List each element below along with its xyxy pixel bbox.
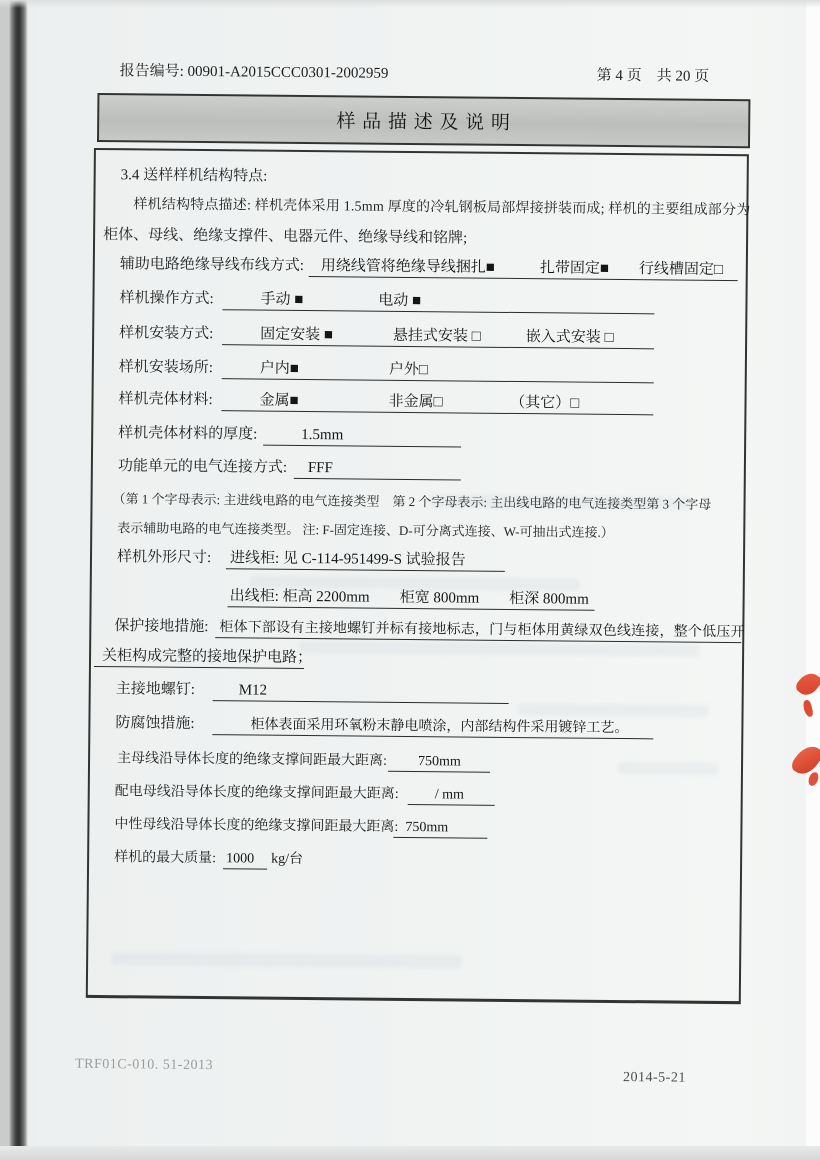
- earthing-screw-label: 主接地螺钉:: [115, 681, 195, 698]
- connection-type-value: FFF: [294, 458, 461, 481]
- earthing-value-line2: 关柜构成完整的接地保护电路；: [94, 646, 304, 669]
- wiring-method-label: 辅助电路绝缘导线布线方式:: [119, 256, 305, 274]
- main-busbar-label: 主母线沿导体长度的绝缘支撑间距最大距离:: [117, 751, 388, 769]
- distribution-busbar-value: / mm: [408, 784, 495, 806]
- enclosure-material-label: 样机壳体材料:: [118, 391, 213, 409]
- neutral-busbar-value: 750mm: [393, 817, 487, 839]
- earthing-screw-value: M12: [213, 680, 509, 704]
- operation-mode-value: 手动 ■ 电动 ■: [222, 289, 654, 314]
- earthing-value-line1: 柜体下部设有主接地螺钉并标有接地标志，门与柜体用黄绿双色线连接，整个低压开: [215, 617, 741, 643]
- max-mass-unit: kg/台: [271, 851, 304, 867]
- scan-bottom-edge: [0, 1146, 820, 1160]
- anticorrosion-label: 防腐蚀措施:: [115, 715, 195, 732]
- main-busbar-value: 750mm: [388, 751, 490, 773]
- dimensions-inlet-cabinet: 进线柜: 见 C-114-951499-S 试验报告: [226, 548, 505, 572]
- operation-mode-label: 样机操作方式:: [119, 290, 214, 308]
- wiring-method-value: 用绕线管将绝缘导线捆扎■ 扎带固定■ 行线槽固定□: [309, 256, 738, 281]
- report-number: 报告编号: 00901-A2015CCC0301-2002959: [119, 63, 389, 82]
- mounting-type-value: 固定安装 ■ 悬挂式安装 □ 嵌入式安装 □: [222, 324, 654, 349]
- structure-description-line2: 柜体、母线、绝缘支撑件、电器元件、绝缘导线和铭牌;: [103, 227, 468, 247]
- form-number: TRF01C-010. 51-2013: [75, 1056, 214, 1074]
- bleed-through-ghost: [618, 762, 718, 775]
- bleed-through-ghost: [431, 494, 691, 509]
- installation-site-value: 户内■ 户外□: [222, 358, 654, 383]
- enclosure-material-value: 金属■ 非金属□ （其它）□: [221, 390, 653, 415]
- material-thickness-value: 1.5mm: [263, 425, 461, 448]
- distribution-busbar-label: 配电母线沿导体长度的绝缘支撑间距最大距离:: [114, 784, 399, 802]
- earthing-label: 保护接地措施:: [114, 618, 209, 636]
- clause-heading: 3.4 送样样机结构特点:: [120, 167, 268, 185]
- max-mass-value: 1000: [223, 848, 267, 869]
- anticorrosion-value: 柜体表面采用环氧粉末静电喷涂，内部结构件采用镀锌工艺。: [212, 714, 653, 739]
- connection-type-label: 功能单元的电气连接方式:: [117, 458, 288, 476]
- installation-site-label: 样机安装场所:: [118, 359, 214, 377]
- neutral-busbar-label: 中性母线沿导体长度的绝缘支撑间距最大距离:: [114, 817, 399, 835]
- material-thickness-label: 样机壳体材料的厚度:: [118, 425, 258, 443]
- mounting-type-label: 样机安装方式:: [119, 325, 214, 343]
- bleed-through-ghost: [519, 703, 709, 717]
- page-number: 第 4 页 共 20 页: [596, 67, 710, 85]
- max-mass-label: 样机的最大质量:: [114, 850, 217, 867]
- connection-note-line2: 表示辅助电路的电气连接类型。 注: F-固定连接、D-可分离式连接、W-可抽出式连接.）: [117, 520, 614, 540]
- dimensions-label: 样机外形尺寸:: [116, 549, 212, 567]
- connection-note-line1: （第 1 个字母表示: 主进线电路的电气连接类型 第 2 个字母表示: 主出线电路的电气连接类型第 3 个字母: [112, 491, 712, 512]
- report-date: 2014-5-21: [622, 1070, 686, 1086]
- section-title-bar: [97, 93, 750, 148]
- structure-description-line1: 样机结构特点描述: 样机壳体采用 1.5mm 厚度的冷轧钢板局部焊接拼装而成; 样机的主要组成部分为: [133, 197, 751, 219]
- section-title: 样 品 描 述 及 说 明: [336, 111, 512, 134]
- dimensions-outlet-cabinet: 出线柜: 柜高 2200mm 柜宽 800mm 柜深 800mm: [228, 586, 595, 611]
